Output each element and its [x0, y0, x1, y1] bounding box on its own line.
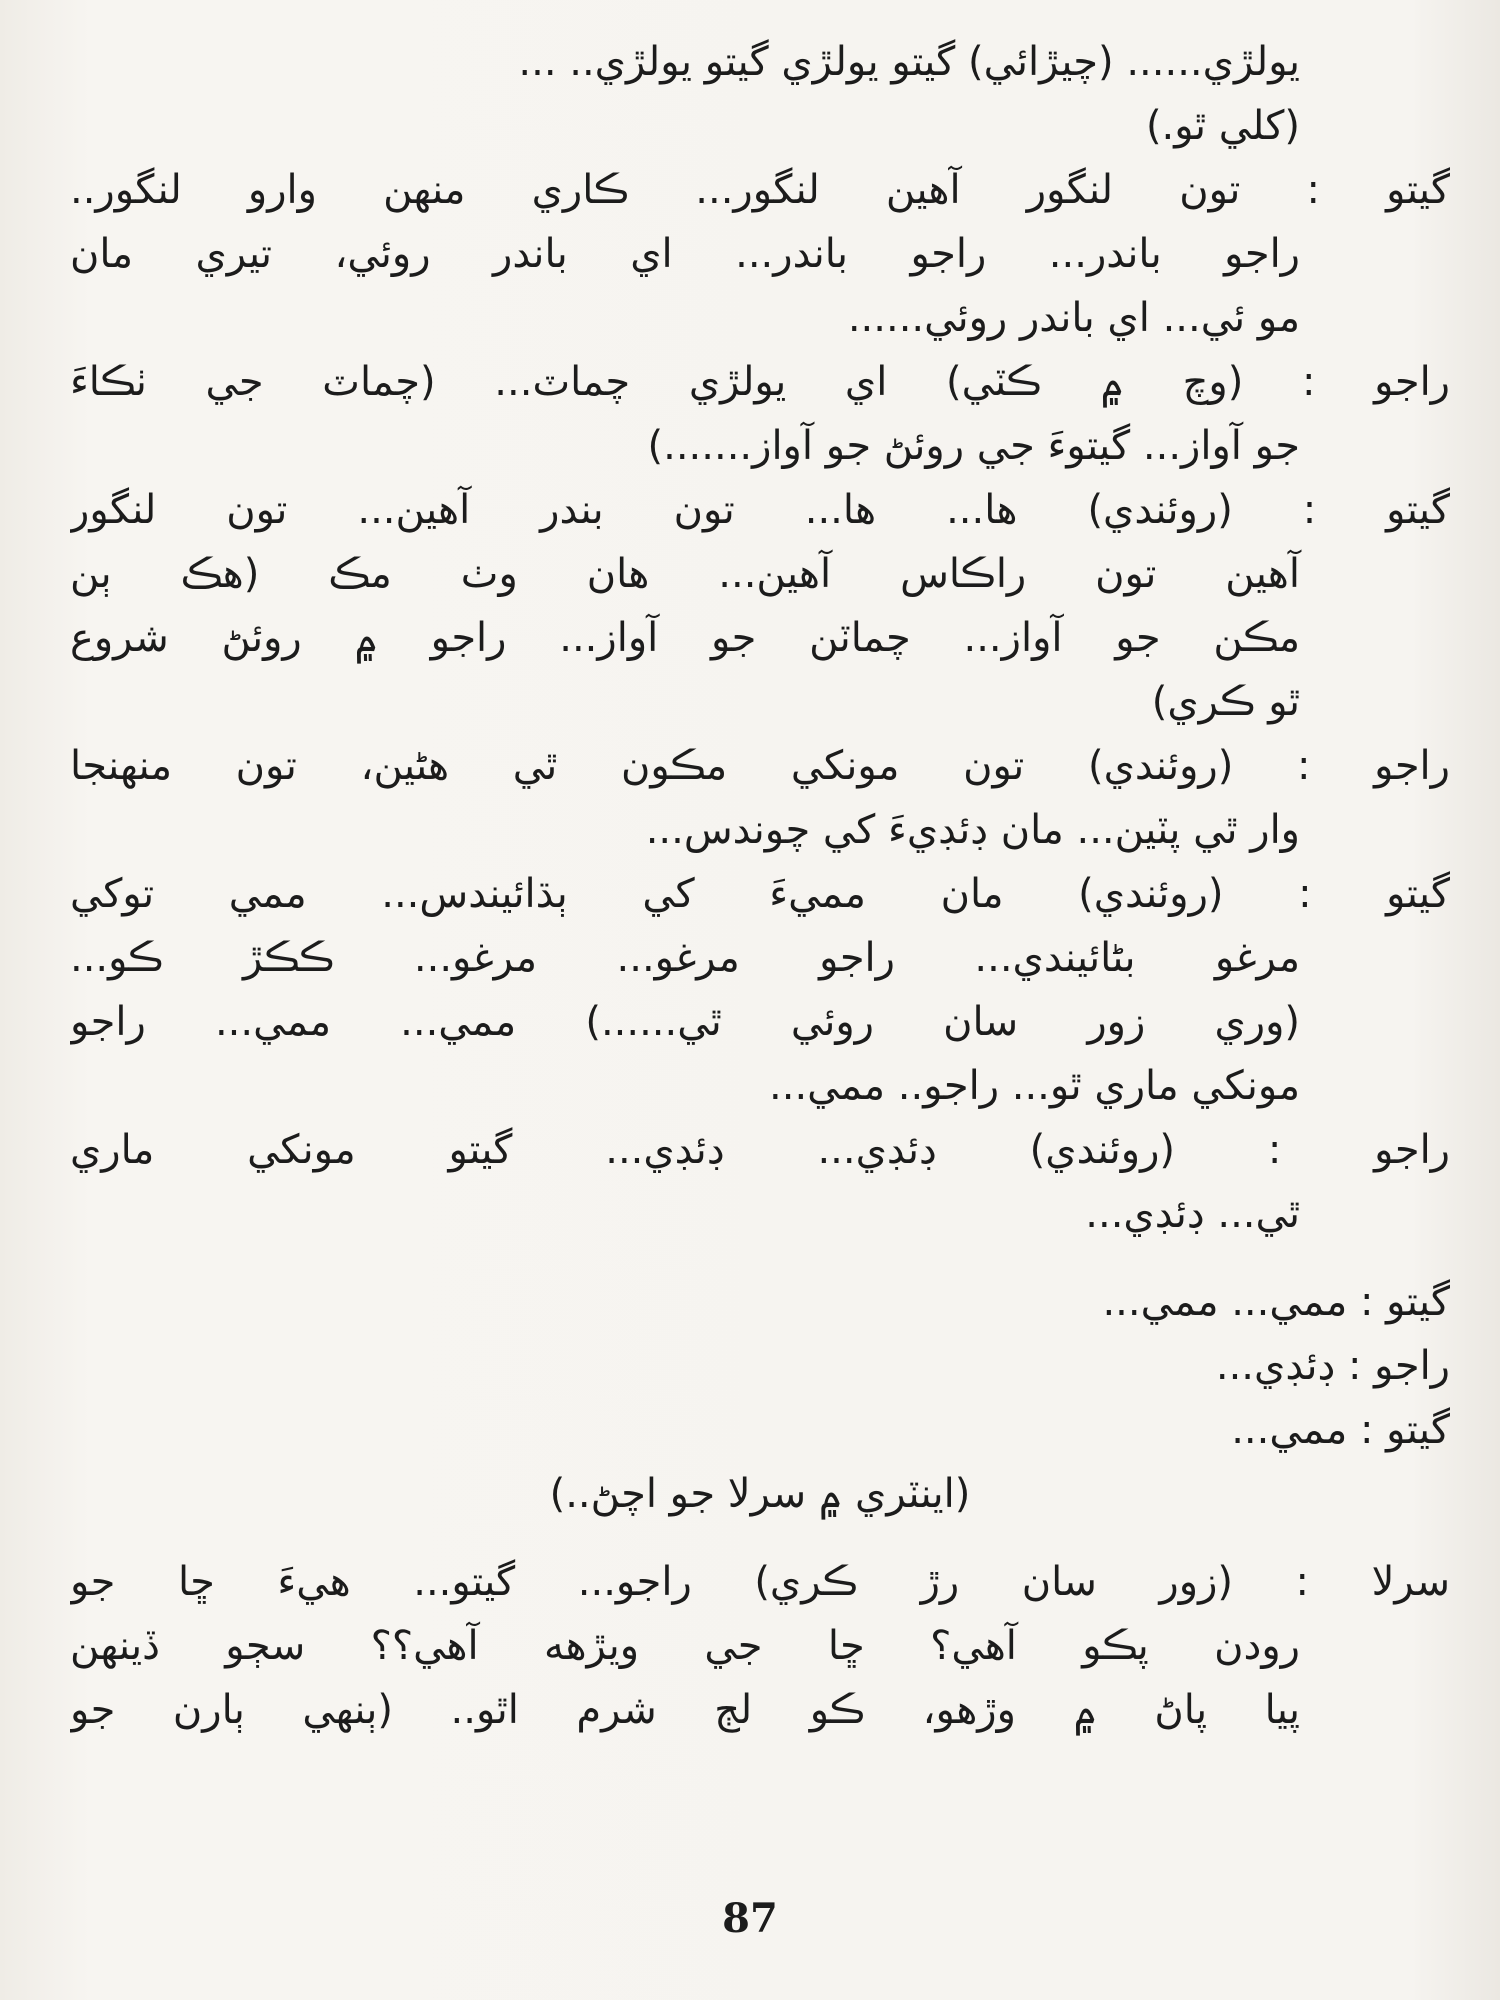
dialogue-line: گيتو : تون لنگور آهين لنگور... ڪاري منهن وارو لنگور.. — [70, 167, 1450, 213]
line-spacer — [70, 1526, 1450, 1550]
line-spacer — [70, 1246, 1450, 1270]
dialogue-line: راجو باندر... راجو باندر... اي باندر روئي، تيري مان — [70, 231, 1300, 277]
dialogue-line: گيتو : ممي... ممي... — [1102, 1279, 1450, 1325]
page-number: 87 — [722, 1895, 778, 1942]
dialogue-line: سرلا : (زور سان رڙ ڪري) راجو... گيتو... هيءَ ڇا جو — [70, 1559, 1450, 1605]
dialogue-line: رودن پڪو آهي؟ ڇا جي ويڙهه آهي؟؟ سڄو ڏينهن — [70, 1623, 1300, 1669]
dialogue-line: گيتو : (روئندي) مان مميءَ کي ٻڌائيندس... ممي توکي — [70, 871, 1450, 917]
dialogue-line: راجو : (روئندي) تون مونکي مڪون ٿي هڻين، تون منهنجا — [70, 743, 1450, 789]
dialogue-line: آهين تون راڪاس آهين... هان وٺ مڪ (هڪ ٻن — [70, 551, 1300, 597]
dialogue-line: يولڙي...... (چيڙائي) گيتو يولڙي گيتو يولڙي.. ... — [518, 39, 1300, 85]
dialogue-line: (وري زور سان روئي ٿي......) ممي... ممي... راجو — [70, 999, 1300, 1045]
dialogue-line: گيتو : (روئندي) ها... ها... تون بندر آهين... تون لنگور — [70, 487, 1450, 533]
dialogue-line: مونکي ماري ٿو... راجو.. ممي... — [769, 1063, 1300, 1109]
dialogue-line: مڪن جو آواز... چماٽن جو آواز... راجو ۾ روئڻ شروع — [70, 615, 1300, 661]
play-script-text — [70, 30, 1450, 1742]
dialogue-line: گيتو : ممي... — [1231, 1407, 1450, 1453]
dialogue-line: ٿو ڪري) — [1151, 679, 1300, 725]
dialogue-line: جو آواز... گيتوءَ جي روئڻ جو آواز.......) — [647, 423, 1300, 469]
dialogue-line: راجو : (وچ ۾ ڪٽي) اي يولڙي چماٽ... (چماٽ جي ٺڪاءَ — [70, 359, 1450, 405]
dialogue-line: مو ئي... اي باندر روئي...... — [847, 295, 1300, 341]
dialogue-line: ٿي... ڊئڊي... — [1085, 1191, 1300, 1237]
dialogue-line: پيا پاڻ ۾ وڙهو، ڪو لڄ شرم اٿو.. (ٻنهي ٻارن جو — [70, 1687, 1300, 1733]
dialogue-line: راجو : (روئندي) ڊئڊي... ڊئڊي... گيتو مونکي ماري — [70, 1127, 1450, 1173]
dialogue-line: (کلي ٿو.) — [1145, 103, 1300, 149]
stage-direction: (اينٽري ۾ سرلا جو اچڻ..) — [549, 1471, 971, 1517]
dialogue-line: وار ٿي پٽين... مان ڊئڊيءَ کي چوندس... — [645, 807, 1300, 853]
dialogue-line: مرغو بڻائيندي... راجو مرغو... مرغو... ڪڪڙ ڪو... — [70, 935, 1300, 981]
dialogue-line: راجو : ڊئڊي... — [1215, 1343, 1450, 1389]
